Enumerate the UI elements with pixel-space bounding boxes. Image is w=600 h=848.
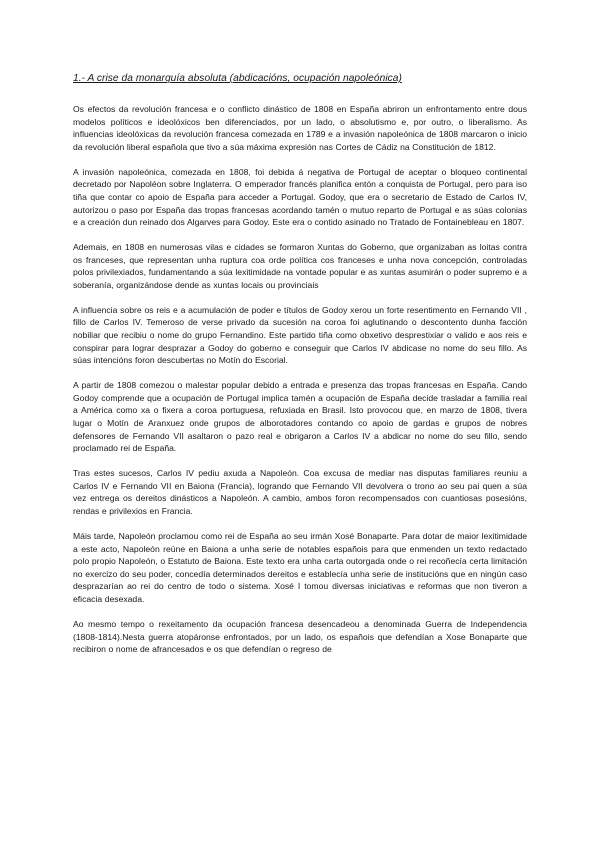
paragraph-invasion: A invasión napoleónica, comezada en 1808, foi debida á negativa de Portugal de aceptar o bloqueo continental decretado por Napoléon sobre Inglaterra. O emperador francés planifica entón a conquista de Portugal, pero para iso tiña que contar co apoio de España para acceder a Portugal. Godoy, que era o secretario de Estado de Carlos IV, autorizou o paso por España das tropas francesas acordando tamén o mutuo reparto de Portugal e as súas colonias e a creación dun reinado dos Algarves para Godoy. Este era o contido asinado no Tratado de Fontainebleau en 1807. (73, 166, 527, 228)
section-title: 1.- A crise da monarquía absoluta (abdicacións, ocupación napoleónica) (73, 73, 402, 84)
paragraph-baiona: Tras estes sucesos, Carlos IV pediu axuda a Napoleón. Coa excusa de mediar nas disputas familiares reuniu a Carlos IV e Fernando VII en Baiona (Francia), logrando que Fernando VII devolvera o trono ao seu pai quen a súa vez entrega os dereitos dinásticos a Napoleón. A cambio, ambos foron recompensados con cuantiosas posesións, rendas e privilexios en Francia. (73, 468, 527, 516)
paragraph-xuntas: Ademais, en 1808 en numerosas vilas e cidades se formaron Xuntas do Goberno, que organizaban as loitas contra os franceses, que representan unha ruptura coa orde política cos franceses e unha nova concepción, controladas polos privilexiados, fundamentando a súa lexitimidade na vontade popular e as xuntas asumirán o poder supremo e a soberanía, organizándose dende as xuntas locais ou provinciais (73, 242, 527, 290)
paragraph-xose-bonaparte: Máis tarde, Napoleón proclamou como rei de España ao seu irmán Xosé Bonaparte. Para dotar de maior lexitimidade a este acto, Napoleón reúne en Baiona a unha serie de notables españois para que enmenden un texto redactado polo propio Napoleón, o Estatuto de Baiona. Este texto era unha carta outorgada onde o rei recoñecía certa limitación no exercizo do seu poder, concedía determinados dereitos e establecía unha serie de institucións que en ningún caso desprazarían ao rei do centro de todo o sistema. Xosé I tomou diversas iniciativas e reformas que non tiveron a eficacia desexada. (73, 530, 527, 604)
paragraph-aranxuez: A partir de 1808 comezou o malestar popular debido a entrada e presenza das tropas francesas en España. Cando Godoy comprende que a ocupación de Portugal implica tamén a ocupación de España decide trasladar a familia real a América como xa o fixera a coroa portuguesa, refuxiada en Brasil. Isto provocou que, en marzo de 1808, tivera lugar o Motín de Aranxuez onde grupos de alborotadores contando co apoio de gardas e grupos de nobres defensores de Fernando VII asaltaron o pazo real e obrigaron a Carlos IV a abdicar no nome do seu fillo, sendo proclamado rei de España. (73, 380, 527, 454)
paragraph-independence-war: Ao mesmo tempo o rexeitamento da ocupación francesa desencadeou a denominada Guerra de Independencia (1808-1814).Nesta guerra atopáronse enfrontados, por un lado, os españois que defendían a Xose Bonaparte que recibiron o nome de afrancesados e os que defendían o regreso de (73, 618, 527, 655)
paragraph-godoy-influence: A influencia sobre os reis e a acumulación de poder e títulos de Godoy xerou un forte resentimento en Fernando VII , fillo de Carlos IV. Temeroso de verse privado da sucesión na coroa foi aglutinando o descontento dunha facción nobiliar que recibiu o nome do grupo Fernandino. Este partido tiña como obxetivo desprestixiar o valido e aos reis e conspirar para lograr desprazar a Godoy do goberno e conseguir que Carlos IV abdicase no nome do seu fillo. As súas intencións foron descubertas no Motín do Escorial. (73, 304, 527, 366)
paragraph-intro: Os efectos da revolución francesa e o conflicto dinástico de 1808 en España abriron un enfrontamento entre dous modelos políticos e ideolóxicos ben diferenciados, por un lado, o absolutismo e, por outro, o liberalismo. As influencias ideolóxicas da revolución francesa comezada en 1789 e a invasión napoleónica de 1808 marcaron o inicio da revolución liberal española que tivo a súa máxima expresión nas Cortes de Cádiz na Constitución de 1812. (73, 104, 527, 152)
